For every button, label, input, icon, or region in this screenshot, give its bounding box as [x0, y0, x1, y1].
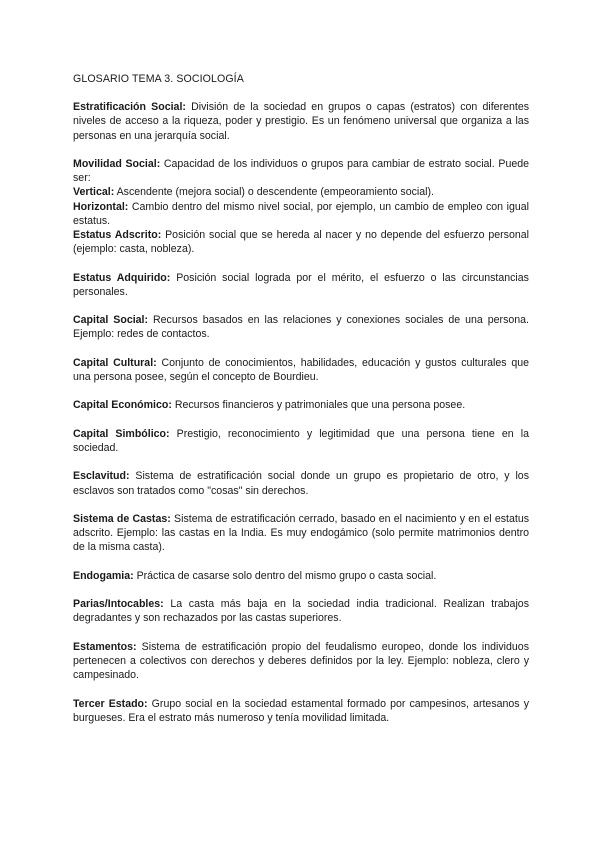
glossary-definition: Sistema de estratificación cerrado, basado en el nacimiento y en el estatus adscrito. Ejemplo: las castas en la India. Es muy endogámico (solo permite matrimonios dentro de la misma casta).: [73, 512, 530, 554]
glossary-entry-capital-economico: [73, 398, 529, 412]
glossary-term: Sistema de Castas:: [73, 512, 171, 525]
glossary-entry-capital-social: [73, 313, 529, 341]
glossary-term: Estatus Adscrito:: [73, 229, 162, 242]
glossary-definition: División de la sociedad en grupos o capas (estratos) con diferentes niveles de acceso a la riqueza, poder y prestigio. Es un fenómeno universal que organiza a las personas en una jerarquía social.: [73, 101, 530, 142]
glossary-entry-estatus-adquirido: [73, 271, 529, 299]
glossary-term: Tercer Estado:: [73, 697, 148, 710]
glossary-entry-estatus-adscrito: [73, 228, 529, 256]
glossary-definition: Práctica de casarse solo dentro del mismo grupo o casta social.: [133, 569, 437, 582]
glossary-definition: Cambio dentro del mismo nivel social, por ejemplo, un cambio de empleo con igual estatus.: [73, 200, 529, 227]
glossary-entry-estamentos: [73, 640, 529, 683]
glossary-definition: Prestigio, reconocimiento y legitimidad que una persona tiene en la sociedad.: [73, 427, 529, 454]
glossary-definition: Ascendente (mejora social) o descendente (empeoramiento social).: [114, 186, 434, 199]
glossary-entry-sistema-de-castas: [73, 512, 529, 555]
document-title: GLOSARIO TEMA 3. SOCIOLOGÍA: [73, 73, 244, 85]
glossary-term: Capital Social:: [73, 314, 149, 327]
glossary-definition: Recursos basados en las relaciones y conexiones sociales de una persona. Ejemplo: redes de contactos.: [73, 314, 529, 341]
glossary-entry-estratificacion-social: [73, 100, 529, 143]
glossary-definition: Recursos financieros y patrimoniales que una persona posee.: [171, 399, 466, 412]
glossary-entry-esclavitud: [73, 469, 529, 497]
glossary-entry-endogamia: [73, 569, 529, 583]
glossary-definition: La casta más baja en la sociedad india tradicional. Realizan trabajos degradantes y son rechazados por las castas superiores.: [73, 598, 529, 625]
glossary-definition: Conjunto de conocimientos, habilidades, educación y gustos culturales que una persona posee, según el concepto de Bourdieu.: [73, 356, 530, 383]
glossary-term: Esclavitud:: [73, 470, 130, 483]
glossary-entry-capital-cultural: [73, 356, 529, 384]
glossary-term: Movilidad Social:: [73, 158, 161, 170]
glossary-entry-horizontal: [73, 200, 529, 228]
glossary-entry-movilidad-social: [73, 157, 529, 185]
glossary-entry-capital-simbolico: [73, 427, 529, 455]
glossary-term: Vertical:: [73, 186, 115, 199]
glossary-term: Estamentos:: [73, 640, 137, 653]
glossary-term: Horizontal:: [73, 200, 129, 213]
glossary-definition: Posición social lograda por el mérito, el esfuerzo o las circunstancias personales.: [73, 271, 529, 298]
glossary-entry-tercer-estado: [73, 697, 529, 725]
glossary-term: Parias/Intocables:: [73, 598, 164, 611]
glossary-definition: Posición social que se hereda al nacer y no depende del esfuerzo personal (ejemplo: casta, nobleza).: [73, 229, 529, 256]
glossary-entry-vertical: [73, 185, 529, 199]
glossary-entry-parias-intocables: [73, 597, 529, 625]
glossary-term: Estatus Adquirido:: [73, 271, 171, 284]
glossary-definition: Grupo social en la sociedad estamental formado por campesinos, artesanos y burgueses. Era el estrato más numeroso y tenía movilidad limitada.: [73, 697, 529, 724]
glossary-definition: Capacidad de los individuos o grupos para cambiar de estrato social. Puede ser:: [73, 158, 530, 185]
glossary-term: Endogamia:: [73, 569, 134, 582]
glossary-term: Estratificación Social:: [73, 101, 186, 114]
glossary-term: Capital Simbólico:: [73, 427, 170, 440]
glossary-definition: Sistema de estratificación social donde un grupo es propietario de otro, y los esclavos son tratados como "cosas" sin derechos.: [73, 470, 529, 497]
glossary-term: Capital Económico:: [73, 399, 172, 412]
glossary-definition: Sistema de estratificación propio del feudalismo europeo, donde los individuos pertenecen a colectivos con derechos y deberes definidos por la ley. Ejemplo: nobleza, clero y campesinado.: [73, 640, 529, 682]
document-body: [73, 72, 529, 739]
glossary-term: Capital Cultural:: [73, 356, 157, 369]
